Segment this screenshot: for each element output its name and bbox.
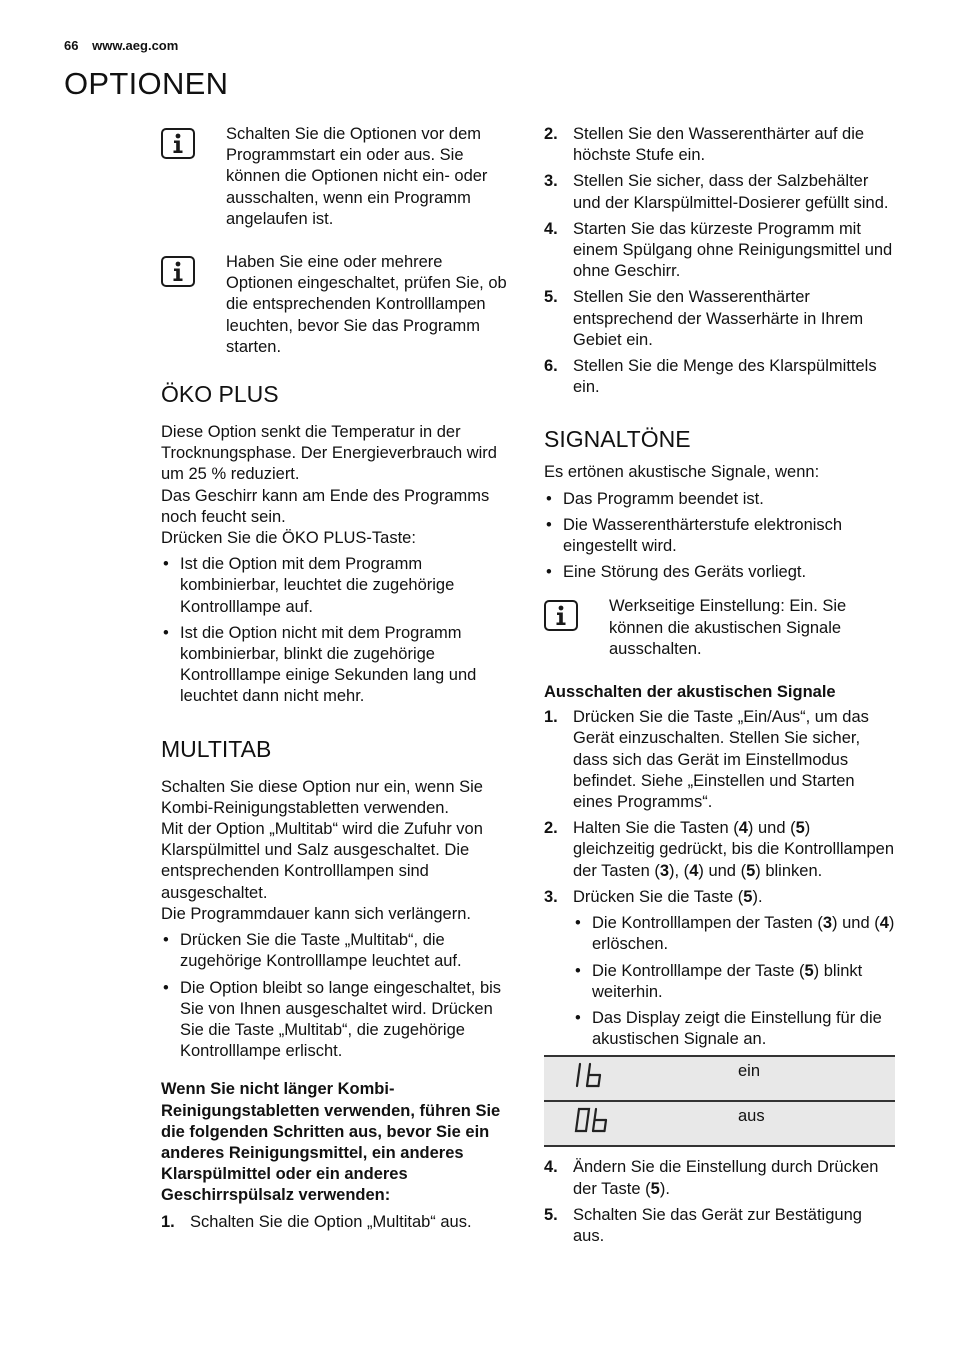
key-ref: 5 [650,1179,660,1198]
info-note-text: Werkseitige Einstellung: Ein. Sie können die akustischen Signale ausschalten. [609,597,847,658]
multitab-bullet-list [161,930,511,1062]
list-item: • Die Option bleibt so lange eingeschaltet, bis Sie von Ihnen ausgeschaltet wird. Drücken Sie die Taste „Multitab“, die zugehörige Kontrolllampe erlischt. [161,978,511,1063]
key-ref: 3 [659,861,670,880]
multitab-paragraph: Die Programmdauer kann sich verlängern. [161,904,471,923]
list-item [573,961,896,1003]
key-ref: 5 [795,819,805,838]
list-item: • Das Programm beendet ist. [544,489,896,510]
step-number: 2. [544,819,558,838]
table-row [544,1056,895,1101]
key-ref: 4 [738,819,748,838]
step-number: 5. [544,288,558,307]
left-column [161,124,511,1238]
bullet-text: ) erlöschen. [592,914,895,954]
key-ref: 5 [804,961,814,980]
step-text: Stellen Sie sicher, dass der Salzbehälter und der Klarspülmittel-Dosierer gefüllt sind. [573,172,889,212]
step-number: 3. [544,172,558,191]
segment-display-0b [574,1106,614,1134]
info-note-2 [161,252,511,358]
display-settings-table [544,1055,895,1147]
segment-display-1b [574,1061,614,1089]
step-number: 1. [161,1212,175,1231]
step-text: Stellen Sie den Wasserenthärter auf die höchste Stufe ein. [573,125,865,165]
info-note-text: Schalten Sie die Optionen vor dem Programmstart ein oder aus. Sie können die Optionen nicht ein- oder ausschalten, wenn ein Programm angelaufen ist. [226,125,488,228]
display-readout-1b [544,1056,738,1101]
info-note-text: Haben Sie eine oder mehrere Optionen eingeschaltet, prüfen Sie, ob die entsprechenden Kontrolllampen leuchten, bevor Sie das Programm starten. [226,253,507,356]
right-column [544,124,896,1252]
bullet-text: ) und ( [832,914,880,933]
bullet-text: ) blinkt weiterhin. [592,961,863,1001]
step-text: Ändern Sie die Einstellung durch Drücken der Taste ( [573,1158,879,1198]
list-item: • Ist die Option nicht mit dem Programm kombinierbar, blinkt die zugehörige Kontrolllampe einige Sekunden lang und leuchtet dann nicht mehr. [161,623,511,708]
sub-heading-ausschalten: Ausschalten der akustischen Signale [544,683,836,702]
step-item [544,707,896,813]
list-item: • Eine Störung des Geräts vorliegt. [544,562,896,583]
step-number: 6. [544,357,558,376]
multitab-paragraph: Schalten Sie diese Option nur ein, wenn Sie Kombi-Reinigungstabletten verwenden. [161,777,483,817]
info-note-3 [544,596,896,660]
display-readout-0b [544,1101,738,1146]
step-text: ) gleichzeitig gedrückt, bis die Kontrolllampen der Tasten ( [573,819,895,880]
step-text: ). [752,887,763,906]
info-icon [161,256,195,287]
step-item [544,356,896,398]
oeko-bullet-list [161,554,511,707]
step-text: Schalten Sie das Gerät zur Bestätigung aus. [573,1205,862,1245]
step-text: Starten Sie das kürzeste Programm mit einem Spülgang ohne Reinigungsmittel und ohne Geschirr. [573,219,893,281]
page-title: OPTIONEN [64,66,229,101]
step-number: 5. [544,1205,558,1224]
step-item [544,171,896,213]
bullet-text: Die Kontrolllampe der Taste ( [592,961,805,980]
info-note-1 [161,124,511,230]
step-item [544,818,896,882]
setting-label: ein [738,1056,895,1101]
step-item [544,887,896,1050]
section-heading-multitab: MULTITAB [161,735,272,762]
list-item: • Die Wasserenthärterstufe elektronisch eingestellt wird. [544,515,896,557]
multitab-bold-note: Wenn Sie nicht länger Kombi-Reinigungstabletten verwenden, führen Sie die folgenden Schritten aus, bevor Sie ein anderes Reinigungsmittel, ein anderes Klarspülmittel oder ein anderes Geschirrspülsalz verwenden: [161,1080,501,1205]
step-text: Drücken Sie die Taste ( [573,887,744,906]
step-text: Stellen Sie die Menge des Klarspülmittels ein. [573,357,877,397]
setting-label: aus [738,1101,895,1146]
step-item [544,287,896,351]
page-number: 66 [64,38,79,53]
section-heading-signaltoene: SIGNALTÖNE [544,426,691,453]
step-number: 3. [544,887,558,906]
list-item: • Das Display zeigt die Einstellung für die akustischen Signale an. [573,1008,896,1050]
oeko-paragraph: Das Geschirr kann am Ende des Programms noch feucht sein. [161,486,490,526]
step-text: ) blinken. [755,861,823,880]
oeko-paragraph: Drücken Sie die ÖKO PLUS-Taste: [161,529,416,548]
step-number: 4. [544,1158,558,1177]
signal-bullet-list [544,489,896,584]
multitab-paragraph: Mit der Option „Multitab“ wird die Zufuhr von Klarspülmittel und Salz ausgeschaltet. Die entsprechenden Kontrolllampen sind ausgeschaltet. [161,820,483,902]
key-ref: 5 [743,887,753,906]
list-item: • Ist die Option mit dem Programm kombinierbar, leuchtet die zugehörige Kontrolllampe auf. [161,554,511,618]
signal-steps-continued [544,1157,896,1247]
step-text: Halten Sie die Tasten ( [573,819,739,838]
info-icon [544,600,578,631]
info-icon [161,128,195,159]
section-heading-oeko-plus: ÖKO PLUS [161,381,279,408]
step-text: Drücken Sie die Taste „Ein/Aus“, um das Gerät einzuschalten. Stellen Sie sicher, dass sich das Gerät im Einstellmodus befindet. Siehe „Einstellen und Starten eines Programms“. [573,708,869,812]
signal-steps [544,707,896,1050]
step-number: 1. [544,708,558,727]
step-number: 2. [544,125,558,143]
step-item [544,124,896,166]
multitab-steps-continued [544,124,896,398]
step-item [544,1205,896,1247]
step-text: ) und ( [698,861,747,880]
key-ref: 4 [689,861,699,880]
step-text: Schalten Sie die Option „Multitab“ aus. [190,1212,472,1231]
key-ref: 3 [822,914,833,933]
step-item [544,219,896,283]
step-text: Stellen Sie den Wasserenthärter entsprechend der Wasserhärte in Ihrem Gebiet ein. [573,288,864,349]
step-item [544,1157,896,1199]
step-text: ). [659,1179,670,1198]
step-text: ), ( [669,861,690,880]
key-ref: 5 [746,861,756,880]
table-row [544,1101,895,1146]
step-text: ) und ( [747,819,796,838]
oeko-paragraph: Diese Option senkt die Temperatur in der Trocknungsphase. Der Energieverbrauch wird um 25 % reduziert. [161,423,497,484]
bullet-text: Die Kontrolllampen der Tasten ( [592,914,823,933]
step-number: 4. [544,219,558,238]
step-sub-bullets [573,913,896,1050]
multitab-steps [161,1212,511,1233]
key-ref: 4 [879,914,889,933]
list-item: • Drücken Sie die Taste „Multitab“, die zugehörige Kontrolllampe leuchtet auf. [161,930,511,972]
page-header [64,38,178,53]
list-item [573,913,896,955]
step-item [161,1212,511,1233]
website-link[interactable]: www.aeg.com [92,38,179,53]
signal-intro: Es ertönen akustische Signale, wenn: [544,463,820,482]
